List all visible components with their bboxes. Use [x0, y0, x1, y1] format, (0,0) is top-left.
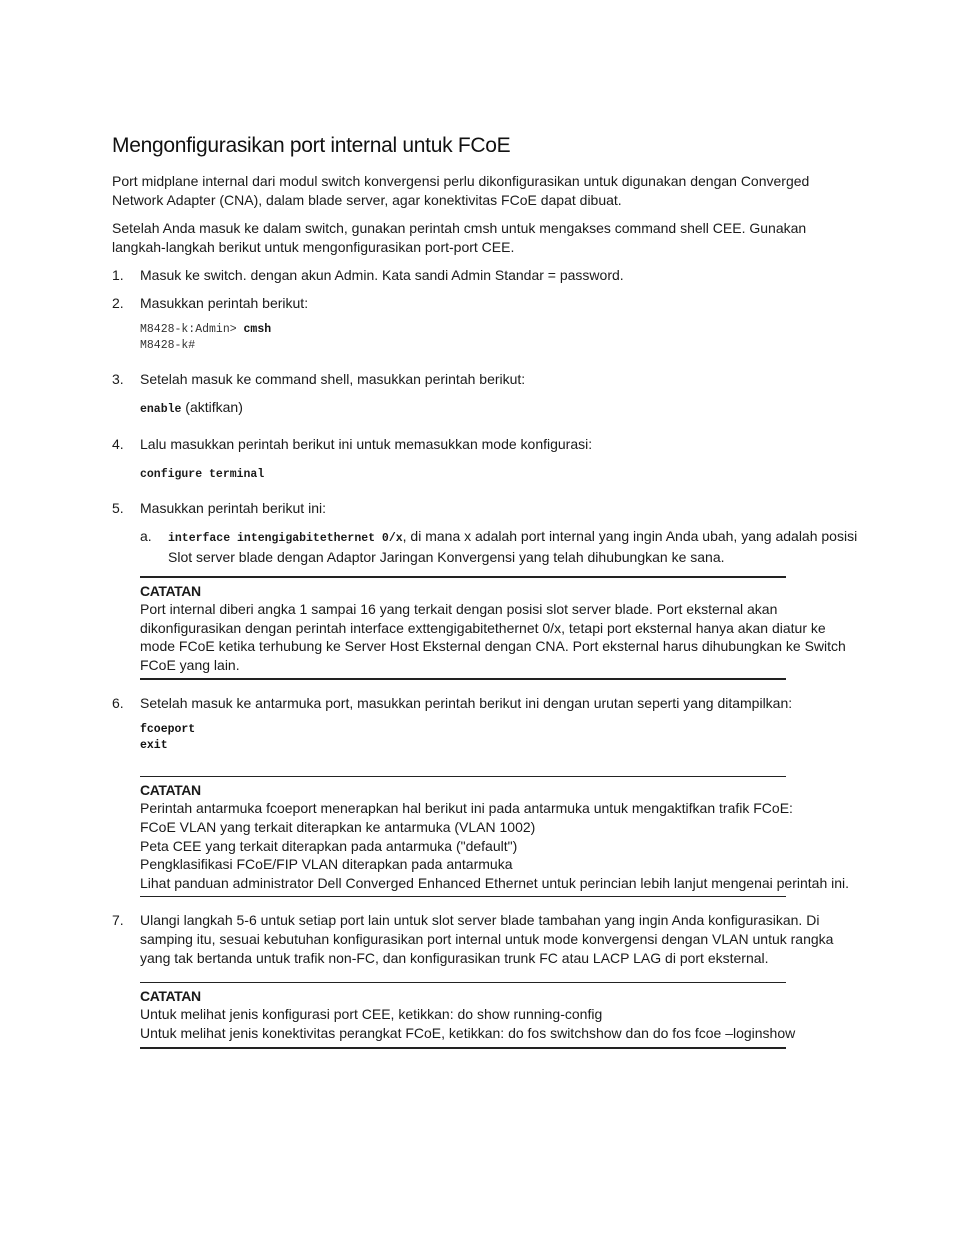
step-7: 7. Ulangi langkah 5-6 untuk setiap port lain untuk slot server blade tambahan yang ingin Anda konfigurasikan. Di samping itu, sesuai kebutuhan konfigurasikan port internal untuk mode konvergensi dengan VLAN untuk rangka yang tak bertanda untuk trafik non-FC, dan konfigurasikan trunk FC atau LACP LAG di port eksternal. — [112, 912, 834, 967]
code-block-cmsh: M8428-k:Admin> cmsh M8428-k# — [140, 323, 272, 352]
note-label: CATATAN — [140, 782, 201, 799]
step-6: 6. Setelah masuk ke antarmuka port, masukkan perintah berikut ini dengan urutan seperti yang ditampilkan: — [112, 695, 793, 712]
enable-command: enable (aktifkan) — [140, 399, 243, 416]
note-show-commands — [140, 982, 796, 1048]
document-page — [112, 134, 862, 1063]
code-block-fcoeport: fcoeport exit — [140, 723, 196, 753]
intro-paragraph: Port midplane internal dari modul switch konvergensi perlu dikonfigurasikan untuk digunakan dengan Converged Network Adapter (CNA), dalam blade server, agar konektivitas FCoE dapat dibuat. — [112, 173, 810, 208]
intro-paragraph-2: Setelah Anda masuk ke dalam switch, gunakan perintah cmsh untuk mengakses command shell CEE. Gunakan langkah-langkah berikut untuk mengonfigurasikan port-port CEE. — [112, 220, 807, 255]
note-body: Perintah antarmuka fcoeport menerapkan hal berikut ini pada antarmuka untuk mengaktifkan trafik FCoE: FCoE VLAN yang terkait diterapkan ke antarmuka (VLAN 1002) Peta CEE yang terkait diterapkan pada antarmuka ("default") Pengklasifikasi FCoE/FIP VLAN diterapkan pada antarmuka Lihat panduan administrator Dell Converged Enhanced Ethernet untuk perincian lebih lanjut mengenai perintah ini. — [140, 800, 850, 891]
step-3: 3. Setelah masuk ke command shell, masukkan perintah berikut: — [112, 371, 526, 387]
note-bottom-rule — [140, 896, 786, 897]
note-body: Port internal diberi angka 1 sampai 16 yang terkait dengan posisi slot server blade. Port eksternal akan dikonfigurasikan dengan perintah interface exttengigabitethernet 0/x, tetapi port eksternal hanya akan diatur ke mode FCoE ketika terhubung ke Server Host Eksternal dengan CNA. Port eksternal harus dihubungkan ke Switch FCoE yang lain. — [140, 601, 846, 673]
note-label: CATATAN — [140, 583, 201, 599]
note-bottom-rule — [140, 678, 786, 680]
note-label: CATATAN — [140, 988, 201, 1005]
page-title: Mengonfigurasikan port internal untuk FCoE — [112, 134, 511, 157]
cmsh-command: cmsh — [463, 220, 498, 236]
note-top-rule — [140, 776, 786, 777]
note-fcoeport — [140, 776, 850, 897]
note-body: Untuk melihat jenis konfigurasi port CEE, ketikkan: do show running-config Untuk melihat jenis konektivitas perangkat FCoE, ketikkan: do fos switchshow dan do fos fcoe –loginshow — [140, 1006, 796, 1041]
step-5: 5. Masukkan perintah berikut ini: — [112, 500, 326, 516]
step-4: 4. Lalu masukkan perintah berikut ini untuk memasukkan mode konfigurasi: — [112, 436, 593, 452]
note-internal-ports — [140, 576, 846, 680]
configure-terminal-command: configure terminal — [140, 468, 265, 481]
note-top-rule — [140, 982, 786, 983]
step-1: 1. Masuk ke switch. dengan akun Admin. Kata sandi Admin Standar = password. — [112, 267, 624, 283]
step-5a: a. interface intengigabitethernet 0/x, di mana x adalah port internal yang ingin Anda ubah, yang adalah posisi Slot server blade dengan Adaptor Jaringan Konvergensi yang telah dihubungkan ke sana. — [140, 528, 858, 565]
note-top-rule — [140, 576, 786, 578]
step-2: 2. Masukkan perintah berikut: — [112, 295, 309, 311]
note-bottom-rule — [140, 1047, 786, 1049]
